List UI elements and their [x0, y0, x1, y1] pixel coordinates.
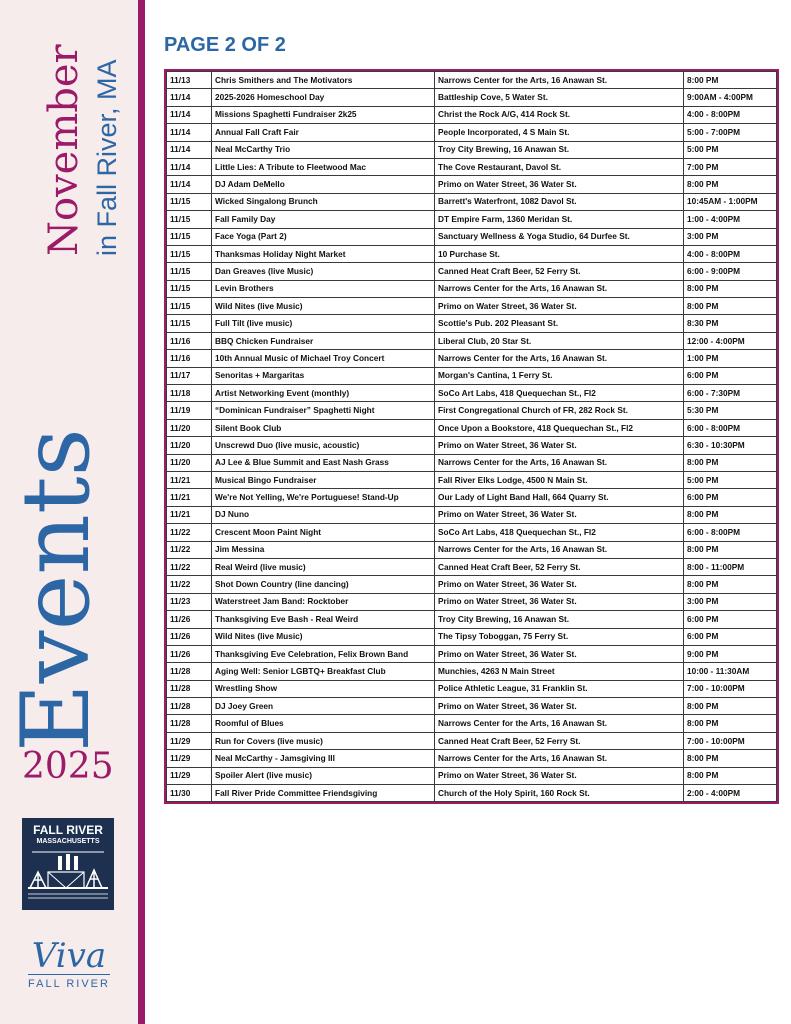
event-name: Dan Greaves (live Music)	[212, 263, 435, 280]
event-location: SoCo Art Labs, 418 Quequechan St., Fl2	[435, 385, 684, 402]
event-name: 2025-2026 Homeschool Day	[212, 89, 435, 106]
table-row	[167, 506, 777, 523]
event-date: 11/28	[167, 698, 212, 715]
table-row	[167, 385, 777, 402]
event-time: 9:00 PM	[684, 645, 777, 662]
event-date: 11/14	[167, 124, 212, 141]
event-time: 1:00 PM	[684, 350, 777, 367]
event-location: Church of the Holy Spirit, 160 Rock St.	[435, 785, 684, 802]
event-time: 10:45AM - 1:00PM	[684, 193, 777, 210]
table-row	[167, 680, 777, 697]
event-date: 11/17	[167, 367, 212, 384]
year-label: 2025	[22, 746, 114, 787]
event-location: Canned Heat Craft Beer, 52 Ferry St.	[435, 558, 684, 575]
event-date: 11/26	[167, 645, 212, 662]
event-location: Barrett's Waterfront, 1082 Davol St.	[435, 193, 684, 210]
city-subtitle: in Fall River, MA	[92, 59, 122, 256]
event-date: 11/29	[167, 767, 212, 784]
table-row	[167, 350, 777, 367]
event-location: SoCo Art Labs, 418 Quequechan St., Fl2	[435, 524, 684, 541]
table-row	[167, 298, 777, 315]
event-location: Sanctuary Wellness & Yoga Studio, 64 Durfee St.	[435, 228, 684, 245]
event-name: Wrestling Show	[212, 680, 435, 697]
bridge-icon	[28, 846, 108, 902]
event-location: Narrows Center for the Arts, 16 Anawan St.	[435, 280, 684, 297]
event-date: 11/14	[167, 141, 212, 158]
table-row	[167, 245, 777, 262]
event-date: 11/21	[167, 489, 212, 506]
event-time: 6:00 - 8:00PM	[684, 419, 777, 436]
table-row	[167, 141, 777, 158]
event-name: Real Weird (live music)	[212, 558, 435, 575]
event-name: DJ Adam DeMello	[212, 176, 435, 193]
table-row	[167, 228, 777, 245]
table-row	[167, 367, 777, 384]
event-location: Battleship Cove, 5 Water St.	[435, 89, 684, 106]
event-time: 7:00 PM	[684, 158, 777, 175]
event-location: Primo on Water Street, 36 Water St.	[435, 698, 684, 715]
event-date: 11/15	[167, 245, 212, 262]
event-time: 9:00AM - 4:00PM	[684, 89, 777, 106]
event-time: 6:00 - 7:30PM	[684, 385, 777, 402]
event-location: The Tipsy Toboggan, 75 Ferry St.	[435, 628, 684, 645]
table-row	[167, 402, 777, 419]
event-time: 5:00 - 7:00PM	[684, 124, 777, 141]
event-date: 11/14	[167, 176, 212, 193]
event-location: Primo on Water Street, 36 Water St.	[435, 645, 684, 662]
event-location: Narrows Center for the Arts, 16 Anawan St.	[435, 454, 684, 471]
viva-fall-river-logo	[22, 938, 116, 990]
event-name: Annual Fall Craft Fair	[212, 124, 435, 141]
table-row	[167, 72, 777, 89]
event-date: 11/15	[167, 193, 212, 210]
event-location: Morgan's Cantina, 1 Ferry St.	[435, 367, 684, 384]
viva-subtitle: FALL RIVER	[28, 974, 110, 990]
event-name: Full Tilt (live music)	[212, 315, 435, 332]
table-row	[167, 593, 777, 610]
event-time: 6:00 PM	[684, 367, 777, 384]
event-date: 11/15	[167, 298, 212, 315]
event-name: Chris Smithers and The Motivators	[212, 72, 435, 89]
event-date: 11/20	[167, 437, 212, 454]
events-title: Events	[2, 428, 111, 752]
event-name: Thanksgiving Eve Bash - Real Weird	[212, 611, 435, 628]
event-date: 11/14	[167, 158, 212, 175]
event-date: 11/29	[167, 732, 212, 749]
event-date: 11/15	[167, 211, 212, 228]
table-row	[167, 176, 777, 193]
event-name: Silent Book Club	[212, 419, 435, 436]
event-time: 5:30 PM	[684, 402, 777, 419]
event-time: 4:00 - 8:00PM	[684, 245, 777, 262]
table-row	[167, 193, 777, 210]
event-time: 8:30 PM	[684, 315, 777, 332]
table-row	[167, 489, 777, 506]
event-name: Little Lies: A Tribute to Fleetwood Mac	[212, 158, 435, 175]
table-row	[167, 576, 777, 593]
event-date: 11/15	[167, 315, 212, 332]
event-time: 6:00 PM	[684, 611, 777, 628]
event-location: Fall River Elks Lodge, 4500 N Main St.	[435, 471, 684, 488]
event-name: Wild Nites (live Music)	[212, 298, 435, 315]
table-row	[167, 454, 777, 471]
event-time: 8:00 PM	[684, 506, 777, 523]
event-time: 8:00 PM	[684, 72, 777, 89]
event-location: People Incorporated, 4 S Main St.	[435, 124, 684, 141]
event-date: 11/14	[167, 89, 212, 106]
event-date: 11/22	[167, 541, 212, 558]
event-location: Narrows Center for the Arts, 16 Anawan St.	[435, 72, 684, 89]
event-name: Shot Down Country (line dancing)	[212, 576, 435, 593]
event-date: 11/30	[167, 785, 212, 802]
sidebar	[0, 0, 138, 1024]
events-table	[166, 71, 777, 802]
table-row	[167, 332, 777, 349]
table-row	[167, 715, 777, 732]
event-location: Troy City Brewing, 16 Anawan St.	[435, 141, 684, 158]
event-time: 8:00 PM	[684, 541, 777, 558]
event-location: Christ the Rock A/G, 414 Rock St.	[435, 106, 684, 123]
event-date: 11/20	[167, 419, 212, 436]
event-name: DJ Nuno	[212, 506, 435, 523]
table-row	[167, 663, 777, 680]
event-name: BBQ Chicken Fundraiser	[212, 332, 435, 349]
event-name: AJ Lee & Blue Summit and East Nash Grass	[212, 454, 435, 471]
event-location: Canned Heat Craft Beer, 52 Ferry St.	[435, 732, 684, 749]
event-date: 11/16	[167, 350, 212, 367]
event-date: 11/22	[167, 558, 212, 575]
event-name: Wicked Singalong Brunch	[212, 193, 435, 210]
event-name: Crescent Moon Paint Night	[212, 524, 435, 541]
event-location: Primo on Water Street, 36 Water St.	[435, 506, 684, 523]
table-row	[167, 106, 777, 123]
event-location: Primo on Water Street, 36 Water St.	[435, 767, 684, 784]
event-name: “Dominican Fundraiser” Spaghetti Night	[212, 402, 435, 419]
logo-title: FALL RIVER	[33, 823, 103, 837]
event-location: Police Athletic League, 31 Franklin St.	[435, 680, 684, 697]
table-row	[167, 732, 777, 749]
event-date: 11/19	[167, 402, 212, 419]
table-row	[167, 263, 777, 280]
event-location: 10 Purchase St.	[435, 245, 684, 262]
event-location: Primo on Water Street, 36 Water St.	[435, 576, 684, 593]
event-location: Scottie's Pub. 202 Pleasant St.	[435, 315, 684, 332]
event-time: 8:00 PM	[684, 176, 777, 193]
event-time: 12:00 - 4:00PM	[684, 332, 777, 349]
event-date: 11/22	[167, 524, 212, 541]
fall-river-logo	[22, 818, 114, 910]
event-name: 10th Annual Music of Michael Troy Concert	[212, 350, 435, 367]
event-date: 11/21	[167, 471, 212, 488]
event-name: Fall Family Day	[212, 211, 435, 228]
event-name: Waterstreet Jam Band: Rocktober	[212, 593, 435, 610]
event-time: 4:00 - 8:00PM	[684, 106, 777, 123]
event-location: Canned Heat Craft Beer, 52 Ferry St.	[435, 263, 684, 280]
table-row	[167, 785, 777, 802]
event-location: The Cove Restaurant, Davol St.	[435, 158, 684, 175]
event-location: Primo on Water Street, 36 Water St.	[435, 593, 684, 610]
event-location: Munchies, 4263 N Main Street	[435, 663, 684, 680]
events-table-body	[167, 72, 777, 802]
event-date: 11/28	[167, 663, 212, 680]
event-time: 6:00 PM	[684, 628, 777, 645]
event-time: 7:00 - 10:00PM	[684, 732, 777, 749]
event-name: Run for Covers (live music)	[212, 732, 435, 749]
event-time: 8:00 PM	[684, 280, 777, 297]
table-row	[167, 611, 777, 628]
event-name: Spoiler Alert (live music)	[212, 767, 435, 784]
event-time: 10:00 - 11:30AM	[684, 663, 777, 680]
event-name: Fall River Pride Committee Friendsgiving	[212, 785, 435, 802]
event-time: 3:00 PM	[684, 228, 777, 245]
table-row	[167, 158, 777, 175]
event-date: 11/15	[167, 280, 212, 297]
logo-subtitle: MASSACHUSETTS	[36, 838, 100, 845]
sidebar-divider	[138, 0, 145, 1024]
event-time: 8:00 PM	[684, 298, 777, 315]
event-time: 8:00 PM	[684, 767, 777, 784]
event-time: 5:00 PM	[684, 141, 777, 158]
table-row	[167, 211, 777, 228]
event-name: Neal McCarthy Trio	[212, 141, 435, 158]
event-time: 3:00 PM	[684, 593, 777, 610]
table-row	[167, 628, 777, 645]
event-location: Narrows Center for the Arts, 16 Anawan St.	[435, 750, 684, 767]
event-time: 6:00 - 9:00PM	[684, 263, 777, 280]
event-location: Primo on Water Street, 36 Water St.	[435, 298, 684, 315]
event-time: 7:00 - 10:00PM	[684, 680, 777, 697]
event-name: Thanksmas Holiday Night Market	[212, 245, 435, 262]
event-time: 8:00 PM	[684, 750, 777, 767]
event-date: 11/16	[167, 332, 212, 349]
event-location: Our Lady of Light Band Hall, 664 Quarry St.	[435, 489, 684, 506]
event-name: Aging Well: Senior LGBTQ+ Breakfast Club	[212, 663, 435, 680]
table-row	[167, 280, 777, 297]
table-row	[167, 558, 777, 575]
event-time: 8:00 PM	[684, 698, 777, 715]
table-row	[167, 750, 777, 767]
table-row	[167, 645, 777, 662]
event-date: 11/26	[167, 628, 212, 645]
event-date: 11/14	[167, 106, 212, 123]
event-name: DJ Joey Green	[212, 698, 435, 715]
event-location: Narrows Center for the Arts, 16 Anawan St.	[435, 715, 684, 732]
event-date: 11/28	[167, 715, 212, 732]
event-location: Once Upon a Bookstore, 418 Quequechan St., Fl2	[435, 419, 684, 436]
table-row	[167, 767, 777, 784]
event-time: 5:00 PM	[684, 471, 777, 488]
event-location: First Congregational Church of FR, 282 Rock St.	[435, 402, 684, 419]
table-row	[167, 124, 777, 141]
event-time: 8:00 PM	[684, 576, 777, 593]
event-name: We're Not Yelling, We're Portuguese! Stand-Up	[212, 489, 435, 506]
event-time: 6:30 - 10:30PM	[684, 437, 777, 454]
event-time: 8:00 PM	[684, 454, 777, 471]
table-row	[167, 524, 777, 541]
table-row	[167, 698, 777, 715]
event-time: 6:00 - 8:00PM	[684, 524, 777, 541]
event-location: Primo on Water Street, 36 Water St.	[435, 437, 684, 454]
event-location: DT Empire Farm, 1360 Meridan St.	[435, 211, 684, 228]
event-date: 11/18	[167, 385, 212, 402]
event-date: 11/28	[167, 680, 212, 697]
event-name: Missions Spaghetti Fundraiser 2k25	[212, 106, 435, 123]
table-row	[167, 315, 777, 332]
event-time: 8:00 - 11:00PM	[684, 558, 777, 575]
event-name: Roomful of Blues	[212, 715, 435, 732]
table-row	[167, 471, 777, 488]
table-row	[167, 419, 777, 436]
table-row	[167, 541, 777, 558]
event-time: 6:00 PM	[684, 489, 777, 506]
event-date: 11/15	[167, 228, 212, 245]
event-name: Face Yoga (Part 2)	[212, 228, 435, 245]
event-date: 11/29	[167, 750, 212, 767]
event-date: 11/22	[167, 576, 212, 593]
event-time: 8:00 PM	[684, 715, 777, 732]
table-row	[167, 437, 777, 454]
event-name: Musical Bingo Fundraiser	[212, 471, 435, 488]
event-name: Thanksgiving Eve Celebration, Felix Brown Band	[212, 645, 435, 662]
event-location: Troy City Brewing, 16 Anawan St.	[435, 611, 684, 628]
event-date: 11/15	[167, 263, 212, 280]
event-name: Senoritas + Margaritas	[212, 367, 435, 384]
event-location: Narrows Center for the Arts, 16 Anawan St.	[435, 350, 684, 367]
event-location: Primo on Water Street, 36 Water St.	[435, 176, 684, 193]
event-time: 1:00 - 4:00PM	[684, 211, 777, 228]
event-time: 2:00 - 4:00PM	[684, 785, 777, 802]
event-date: 11/13	[167, 72, 212, 89]
table-row	[167, 89, 777, 106]
event-date: 11/23	[167, 593, 212, 610]
event-location: Liberal Club, 20 Star St.	[435, 332, 684, 349]
month-title: November	[41, 44, 87, 256]
event-name: Artist Networking Event (monthly)	[212, 385, 435, 402]
page-heading: PAGE 2 OF 2	[164, 34, 286, 56]
event-date: 11/20	[167, 454, 212, 471]
event-date: 11/26	[167, 611, 212, 628]
event-date: 11/21	[167, 506, 212, 523]
event-location: Narrows Center for the Arts, 16 Anawan St.	[435, 541, 684, 558]
event-name: Wild Nites (live Music)	[212, 628, 435, 645]
viva-script: Viva	[31, 936, 107, 976]
events-table-frame	[164, 69, 779, 804]
event-name: Neal McCarthy - Jamsgiving III	[212, 750, 435, 767]
event-name: Unscrewd Duo (live music, acoustic)	[212, 437, 435, 454]
event-name: Levin Brothers	[212, 280, 435, 297]
event-name: Jim Messina	[212, 541, 435, 558]
